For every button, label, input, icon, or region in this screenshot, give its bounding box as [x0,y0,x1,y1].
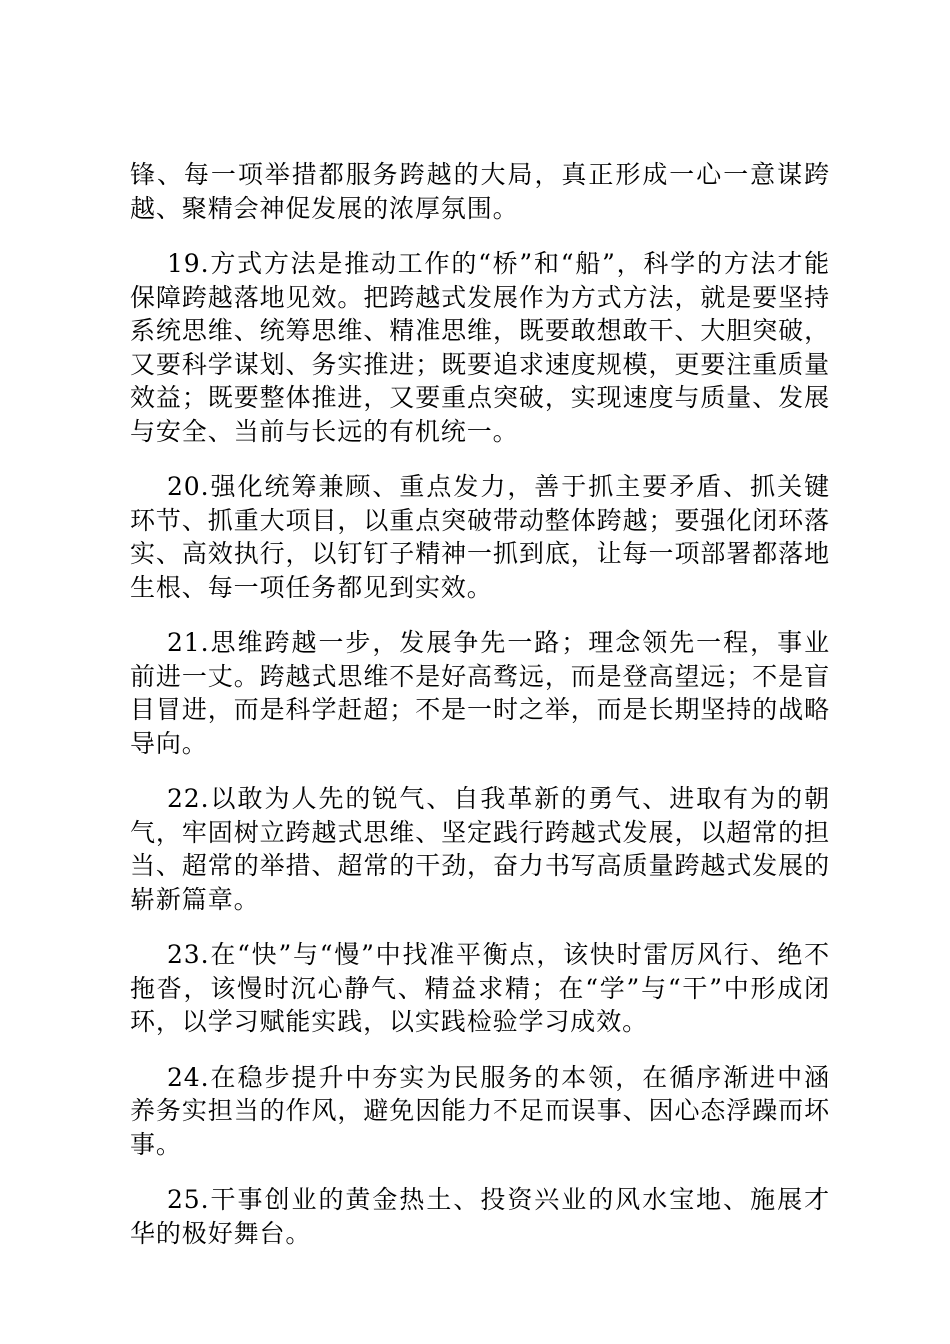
paragraph-item-19: 19.方式方法是推动工作的“桥”和“船”，科学的方法才能保障跨越落地见效。把跨越式发展作为方式方法，就是要坚持系统思维、统筹思维、精准思维，既要敢想敢干、大胆突破，又要科学谋划、务实推进；既要追求速度规模，更要注重质量效益；既要整体推进，又要重点突破，实现速度与质量、发展与安全、当前与长远的有机统一。 [130,249,830,446]
paragraph-item-23: 23.在“快”与“慢”中找准平衡点，该快时雷厉风行、绝不拖沓，该慢时沉心静气、精益求精；在“学”与“干”中形成闭环，以学习赋能实践，以实践检验学习成效。 [130,940,830,1036]
paragraph-item-21: 21.思维跨越一步，发展争先一路；理念领先一程，事业前进一丈。跨越式思维不是好高骛远，而是登高望远；不是盲目冒进，而是科学赶超；不是一时之举，而是长期坚持的战略导向。 [130,628,830,758]
paragraph-item-25: 25.干事创业的黄金热土、投资兴业的风水宝地、施展才华的极好舞台。 [130,1185,830,1248]
paragraph-item-22: 22.以敢为人先的锐气、自我革新的勇气、进取有为的朝气，牢固树立跨越式思维、坚定践行跨越式发展，以超常的担当、超常的举措、超常的干劲，奋力书写高质量跨越式发展的崭新篇章。 [130,784,830,914]
paragraph-item-20: 20.强化统筹兼顾、重点发力，善于抓主要矛盾、抓关键环节、抓重大项目，以重点突破带动整体跨越；要强化闭环落实、高效执行，以钉钉子精神一抓到底，让每一项部署都落地生根、每一项任务都见到实效。 [130,472,830,602]
paragraph-item-24: 24.在稳步提升中夯实为民服务的本领，在循序渐进中涵养务实担当的作风，避免因能力不足而误事、因心态浮躁而坏事。 [130,1062,830,1159]
paragraph-continuation: 锋、每一项举措都服务跨越的大局，真正形成一心一意谋跨越、聚精会神促发展的浓厚氛围。 [130,160,830,223]
document-body [130,158,830,1272]
